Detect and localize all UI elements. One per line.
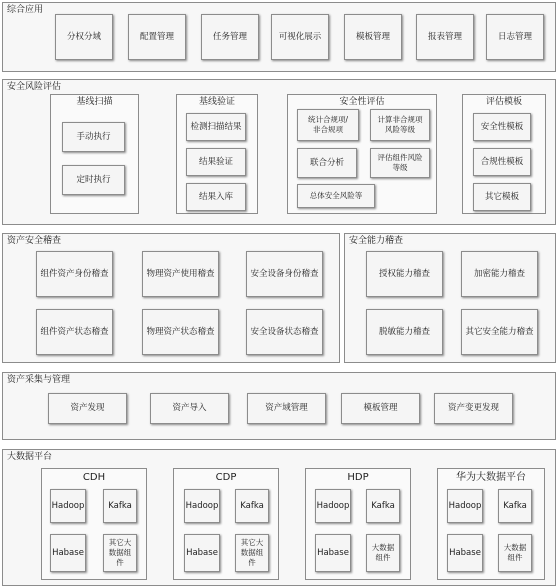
template-other: 其它模板	[473, 183, 531, 211]
template-compliance: 合规性模板	[473, 148, 531, 176]
section-title: 安全风险评估	[7, 82, 62, 92]
cdp-habase: Habase	[184, 534, 220, 572]
huawei-habase: Habase	[447, 534, 483, 572]
capability-other: 其它安全能力稽查	[461, 309, 538, 355]
platform-title: CDH	[82, 472, 106, 483]
check-device-identity: 安全设备身份稽查	[246, 251, 323, 297]
baseline-verify-result-verify: 结果验证	[186, 148, 246, 176]
section-title: 综合应用	[7, 5, 44, 15]
app-item-task-management: 任务管理	[201, 14, 259, 60]
app-item-config-management: 配置管理	[128, 14, 186, 60]
asset-change-discovery: 资产变更发现	[434, 393, 513, 424]
check-physical-usage: 物理资产使用稽查	[142, 251, 219, 297]
asset-domain-management: 资产域管理	[247, 393, 326, 424]
assess-overall-risk: 总体安全风险等	[297, 184, 375, 208]
app-item-template-management: 模板管理	[344, 14, 402, 60]
cdh-kafka: Kafka	[103, 489, 137, 523]
baseline-scan-scheduled: 定时执行	[62, 165, 125, 195]
check-device-status: 安全设备状态稽查	[246, 309, 323, 355]
capability-encryption: 加密能力稽查	[461, 251, 538, 297]
assess-component-risk-level: 评估组件风险 等级	[370, 148, 430, 178]
assess-joint-analysis: 联合分析	[297, 148, 357, 178]
capability-authorization: 授权能力稽查	[366, 251, 443, 297]
cdh-hadoop: Hadoop	[50, 489, 86, 523]
app-item-report-management: 报表管理	[416, 14, 474, 60]
assess-calc-risk-level: 计算非合规项 风险等级	[370, 109, 430, 141]
section-title: 资产采集与管理	[7, 375, 71, 385]
platform-title: CDP	[215, 472, 237, 483]
cdh-other-components: 其它大 数据组 件	[103, 534, 137, 572]
group-title: 安全性评估	[339, 97, 385, 107]
cdp-kafka: Kafka	[235, 489, 269, 523]
app-item-log-management: 日志管理	[486, 14, 544, 60]
section-title: 安全能力稽查	[349, 236, 404, 246]
group-title: 评估模板	[485, 97, 522, 107]
group-title: 基线验证	[198, 97, 235, 107]
asset-import: 资产导入	[150, 393, 229, 424]
assess-count-compliance: 统计合规项/ 非合规项	[297, 109, 359, 141]
baseline-verify-check-scan-result: 检测扫描结果	[186, 113, 246, 141]
section-title: 大数据平台	[7, 452, 53, 462]
hdp-kafka: Kafka	[366, 489, 400, 523]
baseline-scan-manual: 手动执行	[62, 122, 125, 152]
check-physical-status: 物理资产状态稽查	[142, 309, 219, 355]
group-baseline-scan	[50, 94, 139, 214]
check-component-identity: 组件资产身份稽查	[36, 251, 113, 297]
cdp-other-components: 其它大 数据组 件	[235, 534, 269, 572]
template-security: 安全性模板	[473, 113, 531, 141]
huawei-big-data-components: 大数据 组件	[498, 534, 532, 572]
check-component-status: 组件资产状态稽查	[36, 309, 113, 355]
hdp-hadoop: Hadoop	[315, 489, 351, 523]
section-title: 资产安全稽查	[7, 236, 62, 246]
cdh-habase: Habase	[50, 534, 86, 572]
hdp-habase: Habase	[315, 534, 351, 572]
platform-title: HDP	[347, 472, 369, 483]
hdp-big-data-components: 大数据 组件	[366, 534, 400, 572]
baseline-verify-result-store: 结果入库	[186, 183, 246, 211]
capability-desensitization: 脱敏能力稽查	[366, 309, 443, 355]
app-item-visualization: 可视化展示	[271, 14, 329, 60]
group-title: 基线扫描	[76, 97, 113, 107]
app-item-permission-domain: 分权分域	[55, 14, 113, 60]
huawei-hadoop: Hadoop	[447, 489, 483, 523]
asset-discovery: 资产发现	[48, 393, 127, 424]
huawei-kafka: Kafka	[498, 489, 532, 523]
platform-title: 华为大数据平台	[456, 472, 526, 483]
cdp-hadoop: Hadoop	[184, 489, 220, 523]
asset-template-management: 模板管理	[341, 393, 420, 424]
